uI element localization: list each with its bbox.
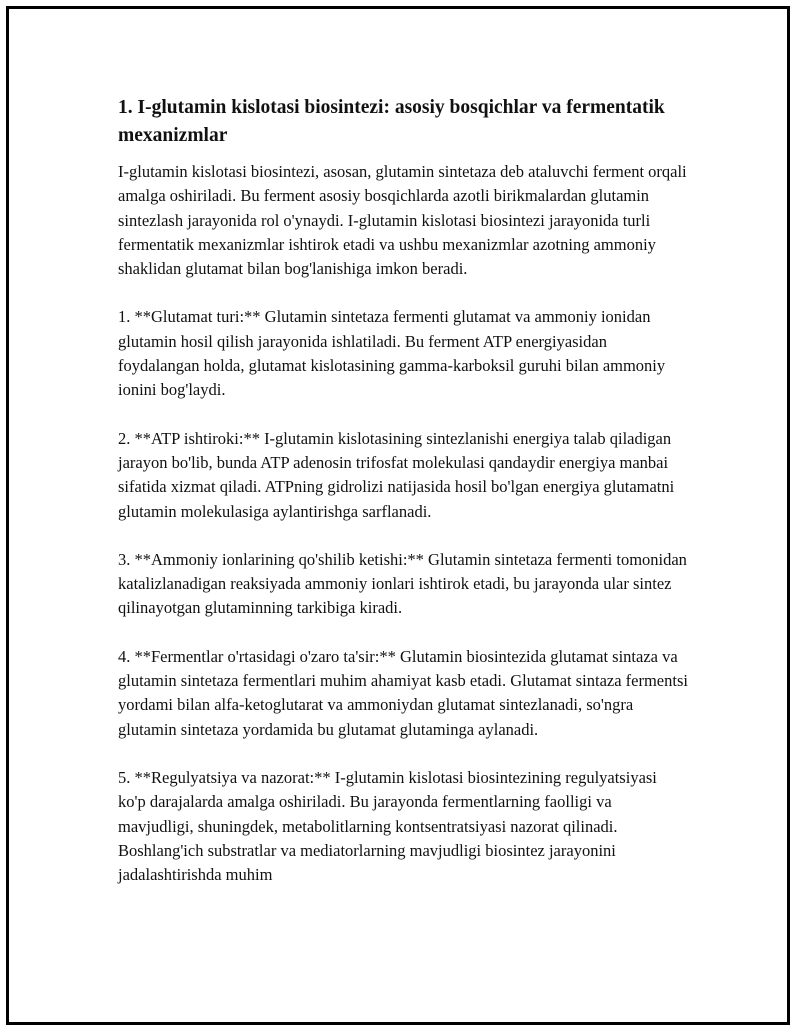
list-item-regulyatsiya: 5. **Regulyatsiya va nazorat:** I-glutamin kislotasi biosintezining regulyatsiyasi ko'p darajalarda amalga oshiriladi. Bu jarayonda fermentlarning faolligi va mavjudligi, shuningdek, metabolitlarning kontsentratsiyasi nazorat qilinadi. Boshlang'ich substratlar va mediatorlarning mavjudligi biosintez jarayonini jadalashtirishda muhim: [118, 767, 657, 885]
list-item-ammoniy-ionlari: 3. **Ammoniy ionlarining qo'shilib ketishi:** Glutamin sintetaza fermenti tomonidan katalizlanadigan reaksiyada ammoniy ionlari ishtirok etadi, bu jarayonda ular sintez qilinayotgan glutaminning tarkibiga kiradi.: [118, 549, 687, 618]
list-item-fermentlar-tasiri: 4. **Fermentlar o'rtasidagi o'zaro ta'sir:** Glutamin biosintezida glutamat sintaza va glutamin sintetaza fermentlari muhim ahamiyat kasb etadi. Glutamat sintaza fermentsi yordami bilan alfa-ketoglutarat va ammoniydan glutamat sintezlanadi, so'ngra glutamin sintetaza yordamida bu glutamat glutaminga aylanadi.: [118, 646, 688, 739]
list-item-atp-ishtiroki: 2. **ATP ishtiroki:** I-glutamin kislotasining sintezlanishi energiya talab qiladigan jarayon bo'lib, bunda ATP adenosin trifosfat molekulasi qandaydir energiya manbai sifatida xizmat qiladi. ATPning gidrolizi natijasida hosil bo'lgan energiya glutamatni glutamin molekulasiga aylantirishga sarflanadi.: [118, 428, 675, 521]
document-body: [118, 94, 688, 911]
intro-paragraph: I-glutamin kislotasi biosintezi, asosan, glutamin sintetaza deb ataluvchi ferment orqali amalga oshiriladi. Bu ferment asosiy bosqichlarda azotli birikmalardan glutamin sintezlash jarayonida rol o'ynaydi. I-glutamin kislotasi biosintezi jarayonida turli fermentatik mexanizmlar ishtirok etadi va ushbu mexanizmlar azotning ammoniy shaklidan glutamat bilan bog'lanishiga imkon beradi.: [118, 162, 687, 279]
list-item-glutamat-turi: 1. **Glutamat turi:** Glutamin sintetaza fermenti glutamat va ammoniy ionidan glutamin hosil qilish jarayonida ishlatiladi. Bu ferment ATP energiyasidan foydalangan holda, glutamat kislotasining gamma-karboksil guruhi bilan ammoniy ionini bog'laydi.: [118, 307, 666, 400]
section-heading: 1. I-glutamin kislotasi biosintezi: asosiy bosqichlar va fermentatik mexanizmlar: [118, 97, 665, 146]
